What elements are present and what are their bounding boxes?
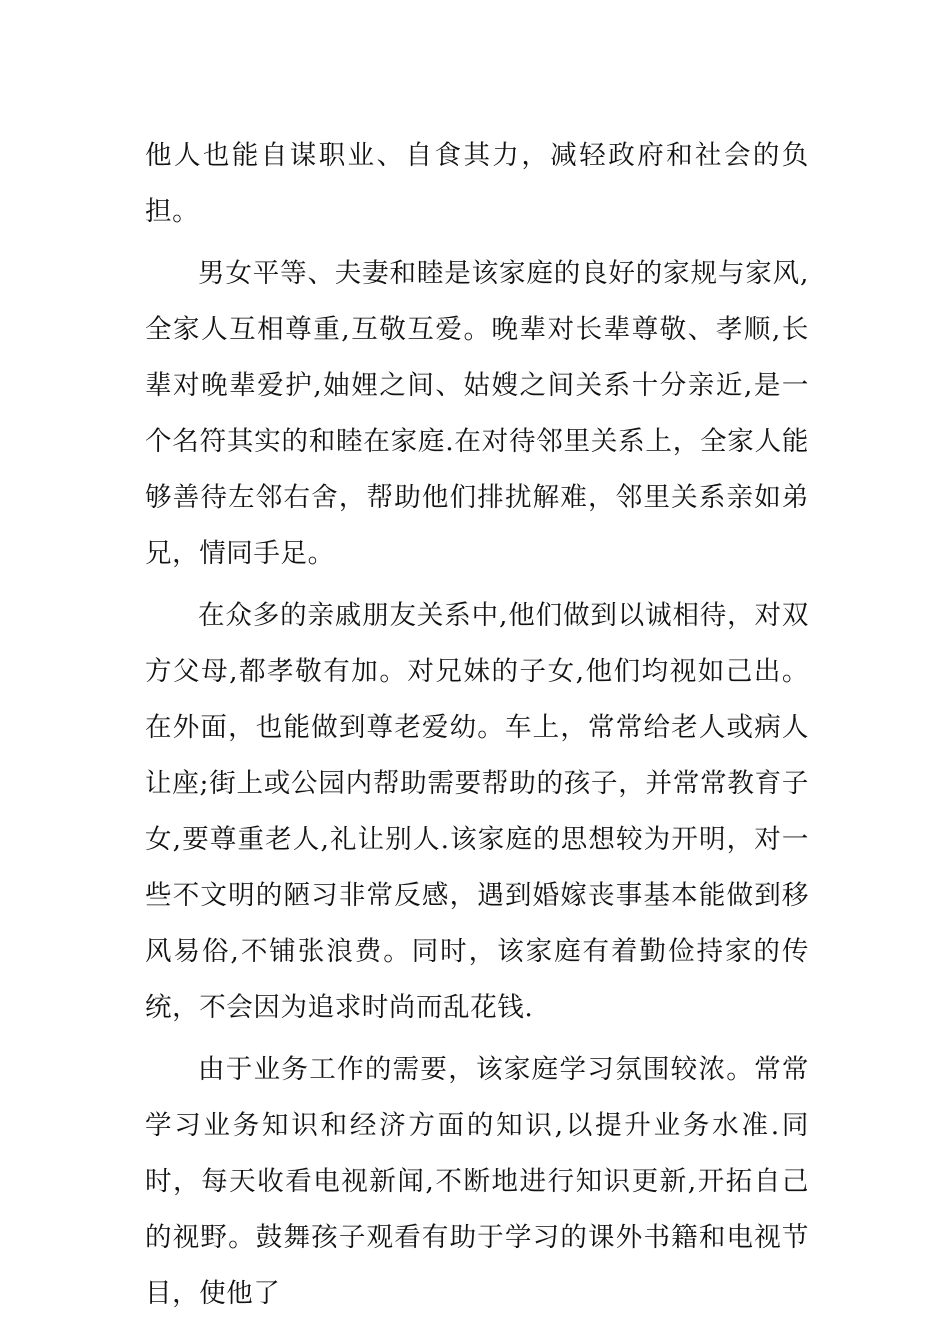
document-body xyxy=(145,128,809,1322)
paragraph-3: 在众多的亲戚朋友关系中,他们做到以诚相待，对双方父母,都孝敬有加。对兄妹的子女,他们均视如己出。在外面，也能做到尊老爱幼。车上，常常给老人或病人让座;街上或公园内帮助需要帮助的孩子，并常常教育子女,要尊重老人,礼让别人.该家庭的思想较为开明，对一些不文明的陋习非常反感，遇到婚嫁丧事基本能做到移风易俗,不铺张浪费。同时，该家庭有着勤俭持家的传统，不会因为追求时尚而乱花钱. xyxy=(145,600,809,1023)
paragraph-1: 他人也能自谋职业、自食其力，减轻政府和社会的负担。 xyxy=(145,140,809,227)
paragraph-2: 男女平等、夫妻和睦是该家庭的良好的家规与家风,全家人互相尊重,互敬互爱。晚辈对长辈尊敬、孝顺,长辈对晚辈爱护,妯娌之间、姑嫂之间关系十分亲近,是一个名符其实的和睦在家庭.在对待邻里关系上，全家人能够善待左邻右舍，帮助他们排扰解难，邻里关系亲如弟兄，情同手足。 xyxy=(145,258,809,569)
paragraph-4: 由于业务工作的需要，该家庭学习氛围较浓。常常学习业务知识和经济方面的知识,以提升业务水准.同时，每天收看电视新闻,不断地进行知识更新,开拓自己的视野。鼓舞孩子观看有助于学习的课外书籍和电视节目，使他了 xyxy=(145,1054,809,1309)
